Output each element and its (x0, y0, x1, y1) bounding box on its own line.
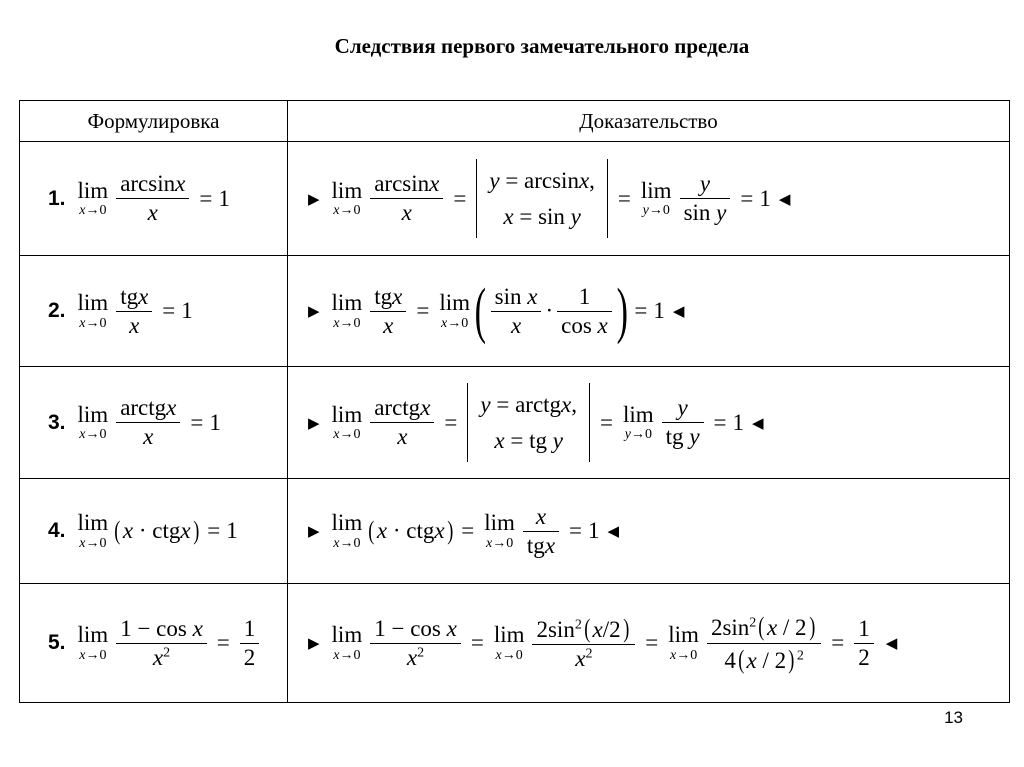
statement-cell (20, 479, 288, 584)
proof-cell (288, 256, 1010, 367)
page-title: Следствия первого замечательного предела (334, 34, 750, 58)
table-row (20, 256, 1010, 367)
table-row (20, 367, 1010, 479)
row-number: 5. (48, 631, 66, 654)
triangle-right-icon: ▶ (308, 189, 320, 208)
statement-formula: 2. lim x→0 $\frac{\text{tgx}}{x}$ = 1 (48, 283, 193, 338)
proof-cell (288, 584, 1010, 703)
statement-cell (20, 367, 288, 479)
proof-formula: ▶ lim x→0 $\frac{\arcsin x}{x}$ = y = arcsinx, x = sin y = lim y→0 $\frac{y}{\text{sin y}}$ = 1 ◀ (308, 159, 790, 238)
row-number: 4. (48, 518, 66, 542)
row-number: 2. (48, 299, 66, 322)
page-number: 13 (944, 708, 963, 727)
triangle-left-icon: ◀ (778, 189, 791, 208)
table-row (20, 142, 1010, 256)
statement-formula: 5. lim x→0 $\frac{\text{1 − cos x}}{x^2}$ = $\frac{1}{2}$ (48, 615, 263, 671)
proof-cell (288, 479, 1010, 584)
statement-formula: 1. lim x→0 $\frac{\arcsin x}{x}$ = 1 (48, 171, 230, 225)
triangle-left-icon: ◀ (607, 522, 620, 540)
triangle-right-icon: ▶ (308, 302, 320, 320)
column-header-proof: Доказательство (288, 101, 1010, 142)
triangle-left-icon: ◀ (752, 413, 764, 432)
row-number: 3. (48, 410, 66, 434)
table-header-row (20, 101, 1010, 142)
formula-table (19, 100, 1010, 703)
triangle-right-icon: ▶ (308, 522, 320, 540)
proof-formula: ▶ lim x→0 $\frac{\text{1 − cos x}}{x^2}$ = lim x→0 $\frac{2\sin^2( x/2)}{x^2}$ = lim x→0 $\frac{2\sin^2( x / 2)}{4( x / 2) ^2}$ = $\frac{1}{2}$ ◀ (308, 612, 898, 674)
triangle-left-icon: ◀ (885, 634, 898, 652)
proof-formula: ▶ lim x→0 $\frac{\text{tgx}}{x}$ = lim x→0 ( $\frac{\text{sin x}}{x}$ · $\frac{1}{\text{cos x}}$ ) = 1 ◀ (308, 277, 685, 345)
proof-formula: ▶ lim x→0 ( x · ctg x ) = lim x→0 $\frac{x}{\text{tgx}}$ = 1 ◀ (308, 503, 620, 558)
proof-formula: ▶ lim x→0 $\frac{\text{arctgx}}{x}$ = y = arctgx, x = tg y = lim y→0 $\frac{y}{\text{tg y}}$ = 1 ◀ (308, 383, 764, 462)
proof-cell (288, 142, 1010, 256)
triangle-right-icon: ▶ (308, 413, 320, 432)
column-header-statement: Формулировка (20, 101, 288, 142)
triangle-right-icon: ▶ (308, 634, 320, 652)
statement-cell (20, 256, 288, 367)
statement-formula: 3. lim x→0 $\frac{\text{arctgx}}{x}$ = 1 (48, 395, 221, 449)
statement-formula: 4. lim x→0 ( x · ctg x ) = 1 (48, 510, 238, 551)
proof-cell (288, 367, 1010, 479)
triangle-left-icon: ◀ (672, 302, 685, 320)
row-number: 1. (48, 186, 66, 210)
statement-cell (20, 142, 288, 256)
table-row (20, 584, 1010, 703)
table-row (20, 479, 1010, 584)
statement-cell (20, 584, 288, 703)
